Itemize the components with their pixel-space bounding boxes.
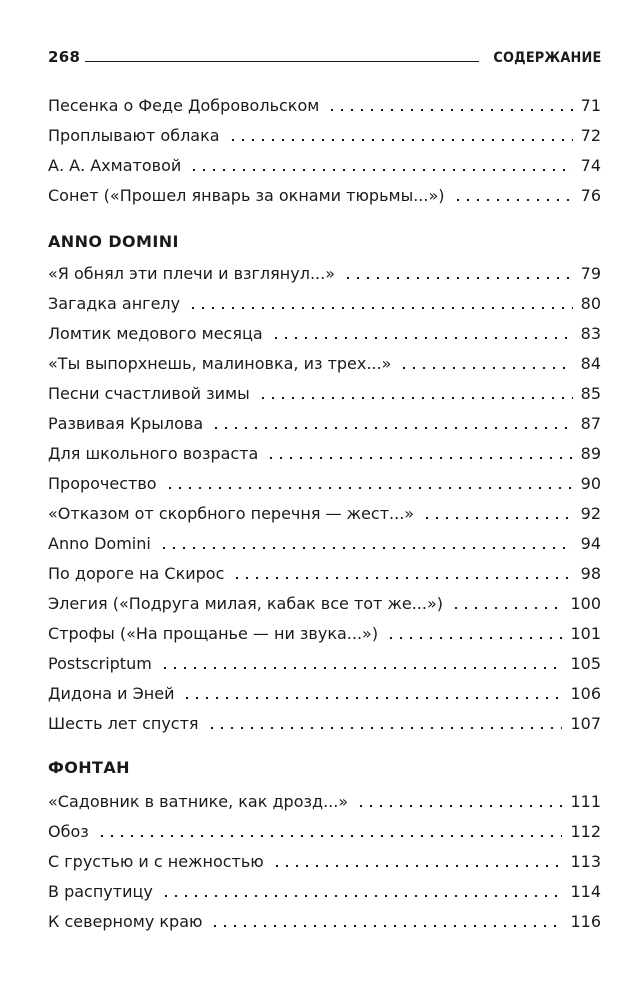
- toc-entry: [48, 184, 601, 206]
- toc-entry-page: 76: [580, 186, 601, 205]
- toc-entry: [48, 412, 601, 434]
- toc-entry-title: Проплывают облака: [48, 126, 220, 145]
- toc-entry-title: Пророчество: [48, 474, 157, 493]
- toc-entry-title: Песни счастливой зимы: [48, 384, 250, 403]
- toc-entry-page: 85: [580, 384, 601, 403]
- toc-entry-page: 98: [580, 564, 601, 583]
- toc-entry: [48, 352, 601, 374]
- toc-entry-page: 84: [580, 354, 601, 373]
- dot-leader: [327, 109, 572, 111]
- toc-entry: [48, 472, 601, 494]
- toc-entry: [48, 322, 601, 344]
- toc-entry: [48, 154, 601, 176]
- dot-leader: [97, 835, 563, 837]
- dot-leader: [386, 637, 562, 639]
- dot-leader: [453, 199, 573, 201]
- toc-entry-title: Загадка ангелу: [48, 294, 181, 313]
- toc-entry: [48, 382, 601, 404]
- toc-entry: [48, 592, 601, 614]
- toc-entry-title: Песенка о Феде Добровольском: [48, 96, 320, 115]
- toc-entry-page: 114: [570, 882, 601, 901]
- toc-entry-title: «Я обнял эти плечи и взглянул...»: [48, 264, 335, 283]
- dot-leader: [228, 139, 573, 141]
- dot-leader: [210, 925, 562, 927]
- toc-entry-title: Шесть лет спустя: [48, 714, 199, 733]
- dot-leader: [399, 367, 572, 369]
- toc-entry-title: Anno Domini: [48, 534, 151, 553]
- toc-entry-page: 79: [580, 264, 601, 283]
- toc-entry-page: 101: [570, 624, 601, 643]
- toc-entry-page: 112: [570, 822, 601, 841]
- dot-leader: [189, 169, 572, 171]
- toc-entry-title: А. А. Ахматовой: [48, 156, 182, 175]
- dot-leader: [182, 697, 562, 699]
- toc-entry-title: «Отказом от скорбного перечня — жест...»: [48, 504, 415, 523]
- toc-entry-title: Ломтик медового месяца: [48, 324, 263, 343]
- toc-entry-title: Для школьного возраста: [48, 444, 259, 463]
- toc-entry: [48, 910, 601, 932]
- toc-entry-title: В распутицу: [48, 882, 153, 901]
- toc-entry-page: 89: [580, 444, 601, 463]
- toc-entry: [48, 880, 601, 902]
- toc-entry-page: 116: [570, 912, 601, 931]
- toc-entry: [48, 442, 601, 464]
- toc-entry-page: 74: [580, 156, 601, 175]
- dot-leader: [188, 307, 573, 309]
- dot-leader: [271, 337, 573, 339]
- toc-entry: [48, 652, 601, 674]
- dot-leader: [356, 805, 562, 807]
- toc-entry-page: 80: [580, 294, 601, 313]
- section-heading: ФОНТАН: [48, 758, 130, 777]
- toc-entry-title: Postscriptum: [48, 654, 152, 673]
- toc-entry-title: С грустью и с нежностью: [48, 852, 264, 871]
- toc-entry-page: 92: [580, 504, 601, 523]
- toc-entry: [48, 292, 601, 314]
- toc-entry-page: 94: [580, 534, 601, 553]
- toc-entry-title: Развивая Крылова: [48, 414, 204, 433]
- toc-entry: [48, 262, 601, 284]
- toc-entry-page: 105: [570, 654, 601, 673]
- page-number: 268: [48, 48, 81, 66]
- toc-entry-page: 87: [580, 414, 601, 433]
- toc-entry: [48, 850, 601, 872]
- page-header: [48, 44, 601, 66]
- toc-entry: [48, 532, 601, 554]
- toc-entry: [48, 820, 601, 842]
- toc-entry-page: 111: [570, 792, 601, 811]
- toc-entry-title: Сонет («Прошел январь за окнами тюрьмы...»): [48, 186, 445, 205]
- header-rule: [85, 61, 478, 62]
- toc-entry: [48, 790, 601, 812]
- section-heading: ANNO DOMINI: [48, 232, 179, 251]
- toc-entry-title: Обоз: [48, 822, 89, 841]
- toc-entry-page: 72: [580, 126, 601, 145]
- toc-entry-title: Строфы («На прощанье — ни звука...»): [48, 624, 379, 643]
- toc-entry-page: 107: [570, 714, 601, 733]
- toc-entry-page: 106: [570, 684, 601, 703]
- toc-entry-page: 90: [580, 474, 601, 493]
- toc-entry-title: Дидона и Эней: [48, 684, 175, 703]
- running-title: СОДЕРЖАНИЕ: [492, 50, 601, 66]
- toc-entry: [48, 622, 601, 644]
- toc-entry: [48, 562, 601, 584]
- dot-leader: [266, 457, 572, 459]
- toc-entry: [48, 712, 601, 734]
- dot-leader: [165, 487, 573, 489]
- dot-leader: [451, 607, 562, 609]
- dot-leader: [211, 427, 573, 429]
- toc-entry-page: 113: [570, 852, 601, 871]
- toc-entry-title: По дороге на Скирос: [48, 564, 225, 583]
- dot-leader: [343, 277, 573, 279]
- dot-leader: [422, 517, 573, 519]
- toc-entry-page: 83: [580, 324, 601, 343]
- toc-entry-page: 71: [580, 96, 601, 115]
- dot-leader: [160, 667, 563, 669]
- toc-entry-title: «Ты выпорхнешь, малиновка, из трех...»: [48, 354, 392, 373]
- toc-entry: [48, 502, 601, 524]
- dot-leader: [232, 577, 572, 579]
- toc-entry: [48, 94, 601, 116]
- dot-leader: [272, 865, 563, 867]
- toc-entry-title: «Садовник в ватнике, как дрозд...»: [48, 792, 349, 811]
- dot-leader: [258, 397, 573, 399]
- toc-entry: [48, 682, 601, 704]
- dot-leader: [159, 547, 573, 549]
- toc-entry-title: Элегия («Подруга милая, кабак все тот же...»): [48, 594, 443, 613]
- toc-entry-title: К северному краю: [48, 912, 203, 931]
- toc-entry: [48, 124, 601, 146]
- dot-leader: [207, 727, 563, 729]
- toc-entry-page: 100: [570, 594, 601, 613]
- dot-leader: [161, 895, 563, 897]
